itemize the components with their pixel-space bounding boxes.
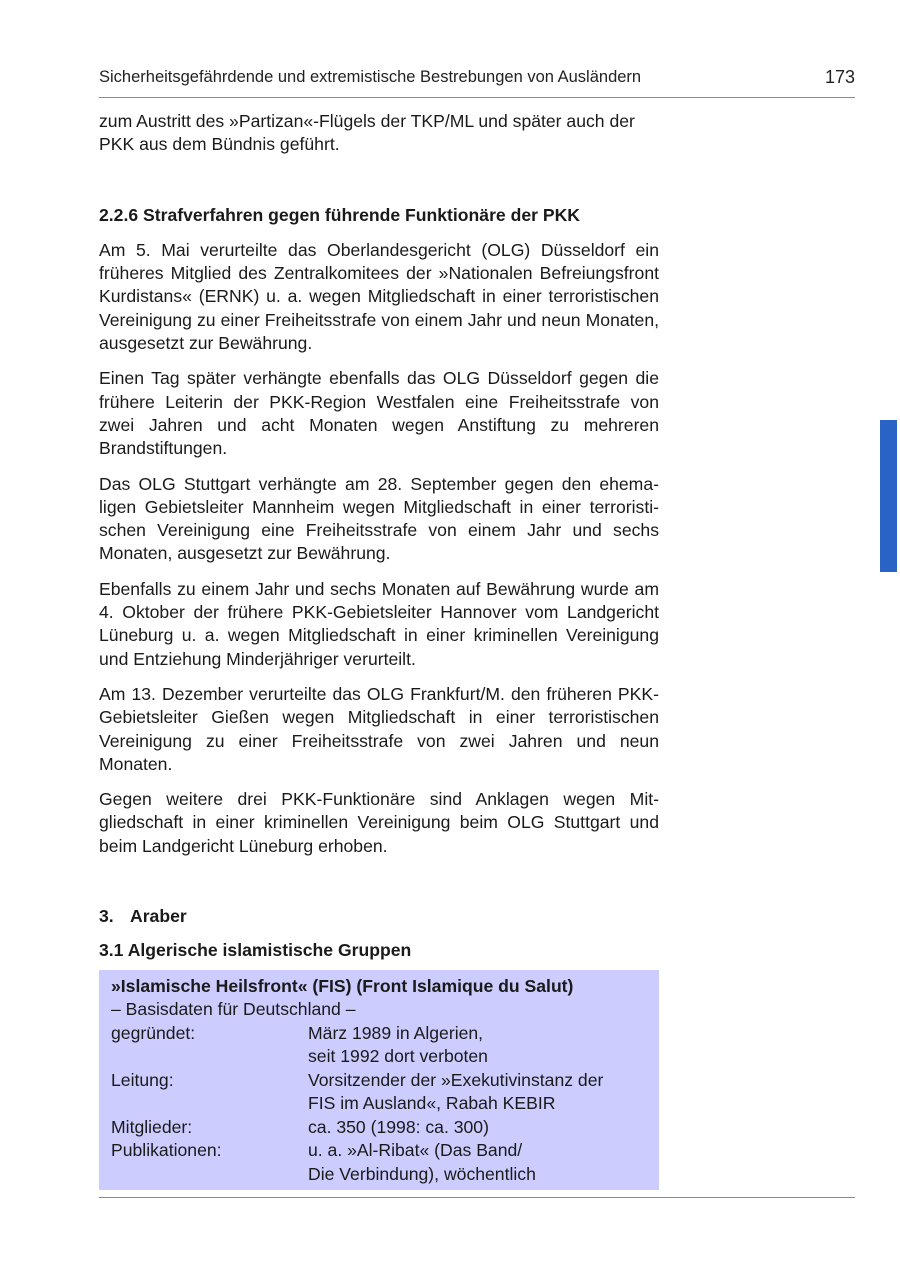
paragraph: Am 13. Dezember verurteilte das OLG Frankfurt/M. den früheren PKK-Gebietsleiter Gießen wegen Mitgliedschaft in einer terroristischen Vereinigung zu einer Freiheitsstrafe von zwei Jahren und neun Monaten. [99,683,659,774]
paragraph: Am 5. Mai verurteilte das Oberlandesgericht (OLG) Düsseldorf ein früheres Mitglied des Zentralkomitees der »Nationalen Befreiungsfront Kurdistans« (ERNK) u. a. wegen Mitgliedschaft in einer terroristischen Vereinigung zu einer Freiheitsstrafe von einem Jahr und neun Monaten, ausgesetzt zur Bewährung. [99,239,659,354]
header-rule [99,97,855,98]
info-label: Publikationen: [111,1140,222,1161]
info-value-line: März 1989 in Algerien, [308,1022,484,1043]
info-value [308,1022,647,1069]
section-title: Araber [130,906,187,927]
intro-paragraph: zum Austritt des »Partizan«-Flügels der TKP/ML und später auch der PKK aus dem Bündnis geführt. [99,111,635,155]
info-value-line: u. a. »Al-Ribat« (Das Band/ [308,1140,523,1161]
info-row-members [111,1116,647,1140]
info-value-line: FIS im Ausland«, Rabah KEBIR [308,1093,556,1114]
info-value [308,1116,647,1140]
info-box-subtitle: – Basisdaten für Deutschland – [111,999,356,1020]
info-box-title: »Islamische Heilsfront« (FIS) (Front Islamique du Salut) [111,975,574,996]
section-heading-2-2-6: 2.2.6 Strafverfahren gegen führende Funktionäre der PKK [99,204,581,225]
info-row-leadership [111,1069,647,1116]
running-header-title: Sicherheitsgefährdende und extremistische Bestrebungen von Ausländern [99,68,642,86]
info-value-line: Vorsitzender der »Exekutivinstanz der [308,1069,604,1090]
paragraph: Einen Tag später verhängte ebenfalls das OLG Düsseldorf gegen die frühere Leiterin der PKK-Region Westfalen eine Freiheitsstrafe von zwei Jahren und acht Monaten wegen Anstiftung zu mehreren Brandstiftungen. [99,368,659,459]
info-row-publications [111,1139,647,1186]
info-label: Mitglieder: [111,1116,193,1137]
info-row-founded [111,1022,647,1069]
info-label: gegründet: [111,1022,196,1043]
chapter-tab-marker [880,420,897,572]
info-value-line: ca. 350 (1998: ca. 300) [308,1116,489,1137]
section-heading-3 [99,905,659,928]
basic-data-box [99,970,659,1191]
info-value [308,1139,647,1186]
paragraph: Ebenfalls zu einem Jahr und sechs Monaten auf Bewährung wurde am 4. Oktober der frühere PKK-Gebietsleiter Hannover vom Landgericht Lüneburg u. a. wegen Mitgliedschaft in einer kriminellen Vereinigung und Entziehung Minderjähriger verurteilt. [99,578,659,669]
main-text-column [99,110,659,1190]
footer-rule [99,1197,855,1198]
info-value-line: Die Verbindung), wöchentlich [308,1163,536,1184]
paragraph: Das OLG Stuttgart verhängte am 28. September gegen den ehemaligen Gebietsleiter Mannheim wegen Mitgliedschaft in einer terroristischen Vereinigung eine Freiheitsstrafe von einem Jahr und sechs Monaten, ausgesetzt zur Bewährung. [99,473,659,564]
info-value-line: seit 1992 dort verboten [308,1046,488,1067]
info-label: Leitung: [111,1069,174,1090]
paragraph: Gegen weitere drei PKK-Funktionäre sind Anklagen wegen Mitgliedschaft in einer kriminellen Vereinigung beim OLG Stuttgart und beim Landgericht Lüneburg erhoben. [99,789,659,856]
info-value [308,1069,647,1116]
section-heading-3-1: 3.1 Algerische islamistische Gruppen [99,940,412,961]
section-number: 3. [99,906,114,927]
page-number: 173 [824,67,855,87]
